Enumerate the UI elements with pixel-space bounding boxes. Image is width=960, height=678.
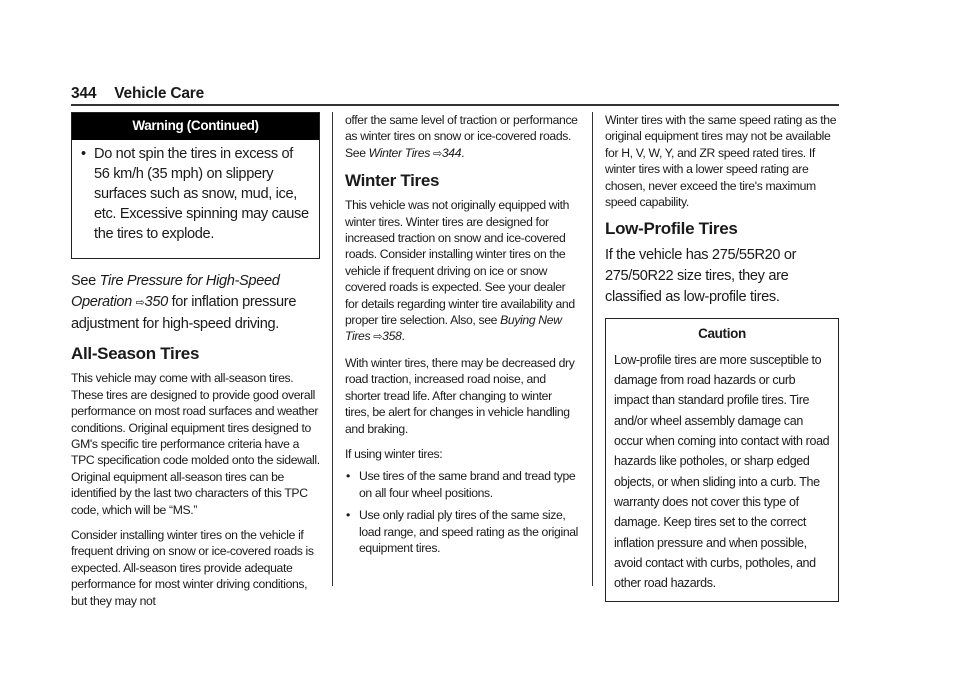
page-header <box>71 85 204 103</box>
page-number: 344 <box>71 85 97 102</box>
xref-page[interactable]: 350 <box>144 294 168 311</box>
header-rule <box>71 104 839 106</box>
column-divider-2 <box>592 112 593 586</box>
warning-title: Warning (Continued) <box>72 113 319 140</box>
bullet-icon: • <box>346 469 350 484</box>
heading-all-season-tires: All-Season Tires <box>71 344 200 364</box>
speed-rating-paragraph: Winter tires with the same speed rating as the original equipment tires may not be available for H, V, W, Y, and ZR speed rated tires. If winter tires with a lower speed rating are chosen, never exceed the tire's maximum speed capability. <box>605 113 837 210</box>
column-3 <box>605 112 839 614</box>
xref-link[interactable]: Winter Tires <box>368 145 430 160</box>
list-item: • Use only radial ply tires of the same size, load range, and speed rating as the original equipment tires. <box>346 508 579 555</box>
xref-page[interactable]: 344 <box>441 145 462 160</box>
column-divider-1 <box>332 112 333 586</box>
xref-page[interactable]: 358 <box>382 329 402 344</box>
winter-bullet-list <box>345 468 579 556</box>
warning-bullet: • Do not spin the tires in excess of 56 km/h (35 mph) on slippery surfaces such as snow, mud, ice, etc. Excessive spinning may cause the tires to explode. <box>81 146 309 243</box>
heading-low-profile-tires: Low-Profile Tires <box>605 219 738 239</box>
all-season-paragraph-1: This vehicle may come with all-season tires. These tires are designed to provide good overall performance on most road surfaces and weather conditions. Original equipment tires designed to GM's specific tire performance criteria have a TPC specification code molded onto the sidewall. Original equipment all-season tires can be identified by the last two characters of this TPC code, which will be “MS.” <box>71 371 320 517</box>
page-ref-arrow-icon: ⇨ <box>433 147 442 160</box>
caution-title: Caution <box>698 326 746 342</box>
low-profile-paragraph: If the vehicle has 275/55R20 or 275/50R22 size tires, they are classified as low-profile tires. <box>605 247 797 306</box>
caution-body: Low-profile tires are more susceptible to damage from road hazards or curb impact than standard profile tires. Tire and/or wheel assembly damage can occur when coming into contact with road hazards like potholes, or sharp edged objects, or when sliding into a curb. The warranty does not cover this type of damage. Keep tires set to the correct inflation pressure and when possible, avoid contact with curbs, potholes, and other road hazards. <box>614 352 830 591</box>
all-season-paragraph-2: Consider installing winter tires on the vehicle if frequent driving on snow or ice-covered roads is expected. All-season tires provide adequate performance for most winter driving conditions, but they may not <box>71 528 314 608</box>
xref-link[interactable]: Buying New Tires <box>345 313 562 344</box>
xref-link[interactable]: Tire Pressure for High-Speed Operation <box>71 273 280 311</box>
winter-paragraph-2: With winter tires, there may be decreased dry road traction, increased road noise, and shorter tread life. After changing to winter tires, be alert for changes in vehicle handling and braking. <box>345 355 575 436</box>
bullet-icon: • <box>346 508 350 523</box>
winter-paragraph-3: If using winter tires: <box>345 446 443 461</box>
heading-winter-tires: Winter Tires <box>345 171 440 191</box>
page-ref-arrow-icon: ⇨ <box>135 297 145 310</box>
bullet-icon: • <box>81 146 86 163</box>
caution-box <box>605 318 839 602</box>
continued-paragraph: offer the same level of traction or performance as winter tires on snow or ice-covered roads. See Winter Tires ⇨344. <box>345 113 578 160</box>
winter-paragraph-1: This vehicle was not originally equipped with winter tires. Winter tires are designed for increased traction on snow and ice-covered roads. Consider installing winter tires on the vehicle if frequent driving on ice or snow covered roads is expected. See your dealer for details regarding winter tire availability and proper tire selection. Also, see Buying New Tires ⇨358. <box>345 198 575 344</box>
see-paragraph: See Tire Pressure for High-Speed Operation ⇨350 for inflation pressure adjustment for high-speed driving. <box>71 273 297 333</box>
warning-box <box>71 112 320 259</box>
list-item: • Use tires of the same brand and tread type on all four wheel positions. <box>346 469 576 500</box>
column-2 <box>345 112 579 565</box>
page-ref-arrow-icon: ⇨ <box>373 331 383 344</box>
column-1 <box>71 112 320 618</box>
section-title: Vehicle Care <box>114 85 205 102</box>
